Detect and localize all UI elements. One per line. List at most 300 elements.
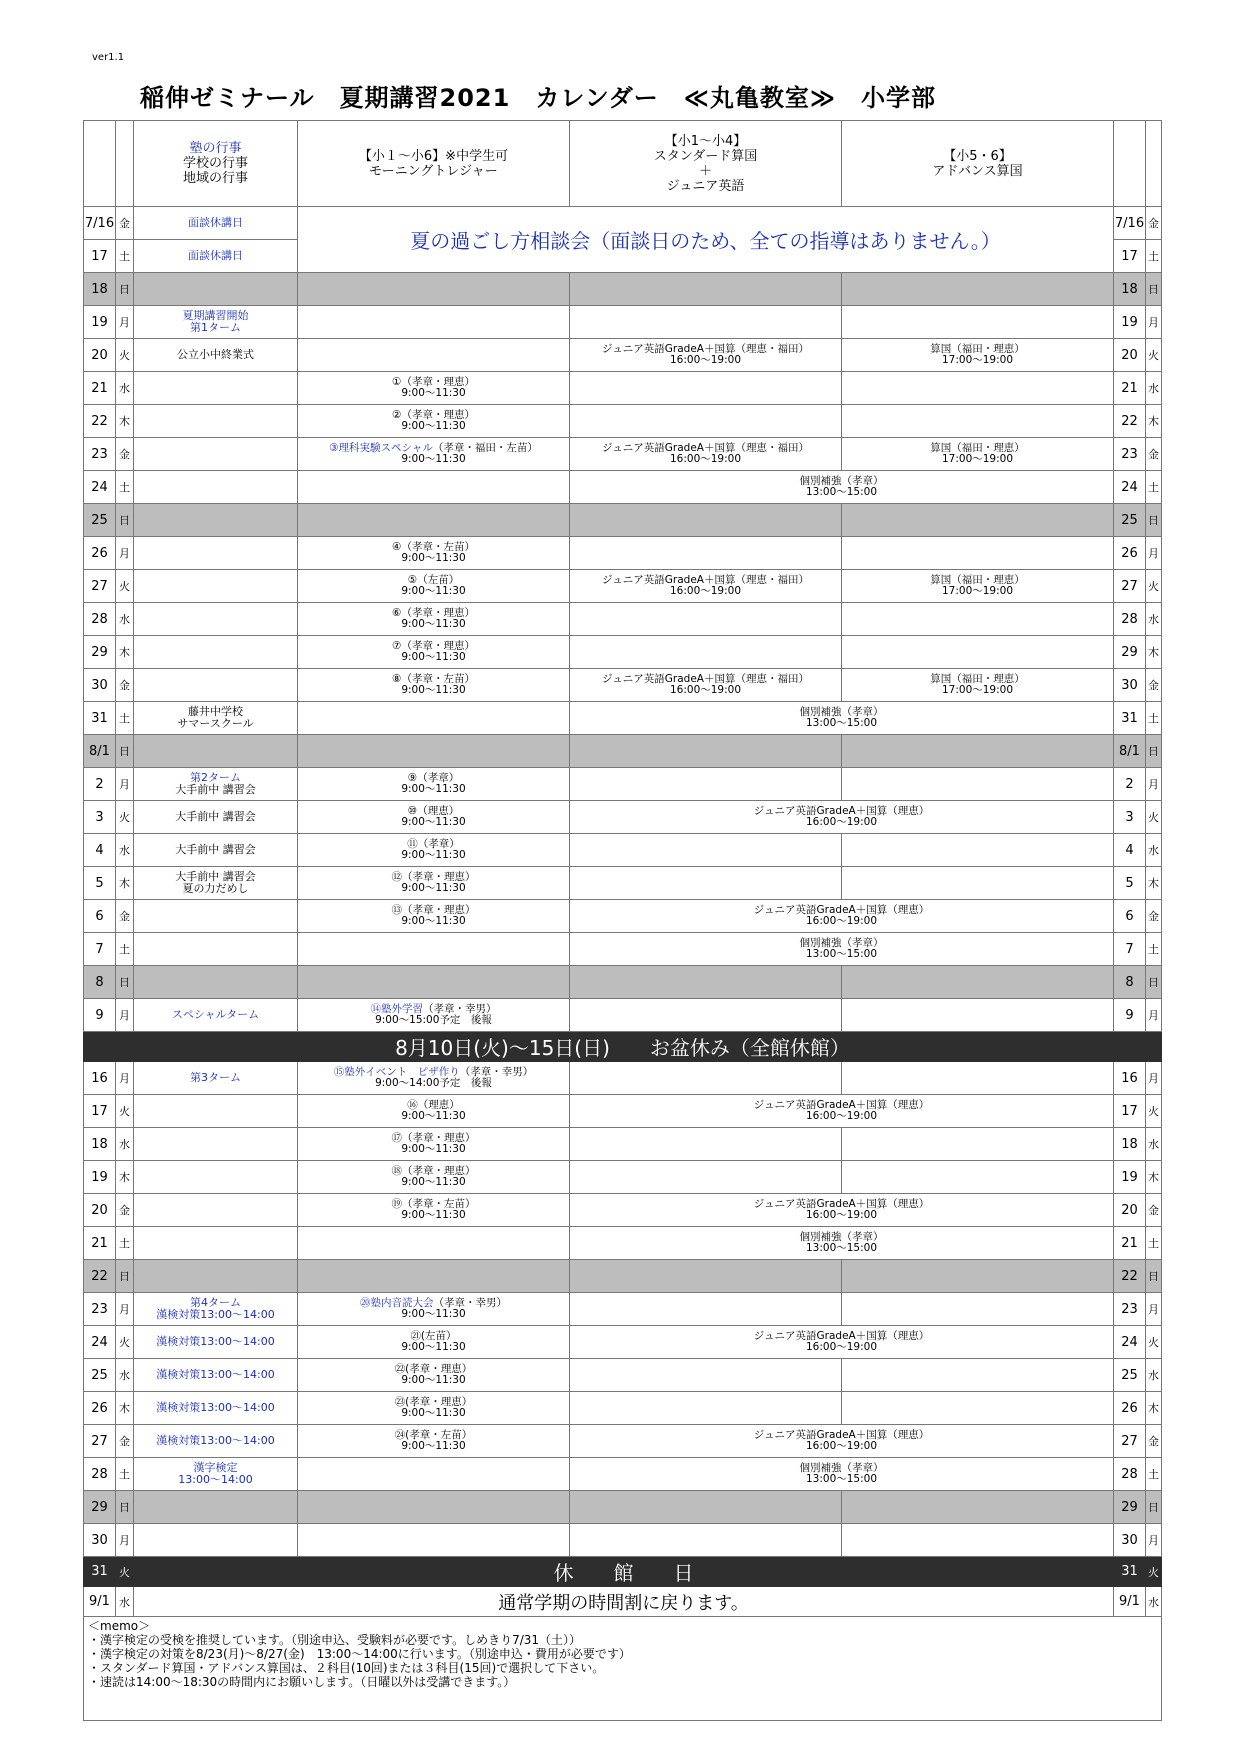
date-cell: 9/1 (1114, 1587, 1146, 1617)
table-row (84, 207, 1162, 240)
date-cell: 27 (1114, 1425, 1146, 1458)
weekday-cell: 日 (116, 504, 134, 537)
table-row (84, 273, 1162, 306)
date-cell: 8 (1114, 966, 1146, 999)
date-cell: 25 (1114, 504, 1146, 537)
date-cell: 21 (84, 1227, 116, 1260)
date-cell: 28 (84, 1458, 116, 1491)
standard-cell (570, 834, 842, 867)
date-cell: 30 (84, 669, 116, 702)
date-cell: 29 (1114, 1491, 1146, 1524)
date-cell: 22 (1114, 1260, 1146, 1293)
morning-cell (298, 306, 570, 339)
event-cell (134, 735, 298, 768)
table-row (84, 702, 1162, 735)
date-cell: 21 (1114, 1227, 1146, 1260)
advance-cell: 算国（福田・理恵） 17:00～19:00 (842, 438, 1114, 471)
date-cell: 20 (1114, 339, 1146, 372)
advance-cell: 算国（福田・理恵） 17:00～19:00 (842, 669, 1114, 702)
date-cell: 17 (84, 1095, 116, 1128)
date-cell: 23 (1114, 438, 1146, 471)
advance-cell (842, 636, 1114, 669)
date-cell: 22 (1114, 405, 1146, 438)
standard-cell (570, 603, 842, 636)
event-cell (134, 636, 298, 669)
weekday-cell: 金 (116, 669, 134, 702)
combined-cell: ジュニア英語GradeA＋国算（理恵） 16:00～19:00 (570, 900, 1114, 933)
standard-cell (570, 1293, 842, 1326)
standard-cell (570, 273, 842, 306)
morning-cell: ⑭塾外学習（孝章・幸男） 9:00～15:00予定 後報 (298, 999, 570, 1032)
weekday-cell: 水 (1146, 1587, 1162, 1617)
morning-cell (298, 1524, 570, 1557)
event-cell: 漢検対策13:00～14:00 (134, 1359, 298, 1392)
weekday-cell: 木 (1146, 1392, 1162, 1425)
event-cell (134, 933, 298, 966)
morning-cell (298, 504, 570, 537)
date-cell: 30 (84, 1524, 116, 1557)
event-cell (134, 372, 298, 405)
weekday-cell: 月 (1146, 768, 1162, 801)
date-cell: 19 (84, 1161, 116, 1194)
table-row (84, 1194, 1162, 1227)
weekday-cell: 火 (1146, 570, 1162, 603)
weekday-cell: 木 (116, 405, 134, 438)
event-cell: 第4ターム 漢検対策13:00～14:00 (134, 1293, 298, 1326)
weekday-cell: 木 (116, 636, 134, 669)
advance-cell (842, 999, 1114, 1032)
event-cell: スペシャルターム (134, 999, 298, 1032)
weekday-cell: 木 (116, 867, 134, 900)
date-cell: 21 (1114, 372, 1146, 405)
page-title: 稲伸ゼミナール 夏期講習2021 カレンダー ≪丸亀教室≫ 小学部 (140, 84, 937, 112)
event-cell (134, 900, 298, 933)
weekday-cell: 金 (116, 1425, 134, 1458)
date-cell: 19 (1114, 1161, 1146, 1194)
event-cell: 第2ターム 大手前中 講習会 (134, 768, 298, 801)
date-cell: 2 (84, 768, 116, 801)
standard-cell (570, 1161, 842, 1194)
date-cell: 27 (84, 1425, 116, 1458)
table-row (84, 834, 1162, 867)
date-cell: 20 (1114, 1194, 1146, 1227)
table-row (84, 537, 1162, 570)
weekday-cell: 金 (1146, 1425, 1162, 1458)
combined-cell: 個別補強（孝章） 13:00～15:00 (570, 471, 1114, 504)
weekday-cell: 木 (116, 1161, 134, 1194)
weekday-cell: 月 (116, 1524, 134, 1557)
date-cell: 21 (84, 372, 116, 405)
advance-cell (842, 537, 1114, 570)
table-row (84, 669, 1162, 702)
date-cell: 2 (1114, 768, 1146, 801)
event-cell: 面談休講日 (134, 207, 298, 240)
date-cell: 20 (84, 1194, 116, 1227)
weekday-cell: 木 (116, 1392, 134, 1425)
date-cell: 16 (84, 1062, 116, 1095)
weekday-cell: 金 (1146, 1194, 1162, 1227)
table-row (84, 1161, 1162, 1194)
morning-cell (298, 339, 570, 372)
header-blank (116, 121, 134, 207)
standard-cell (570, 1128, 842, 1161)
table-row (84, 504, 1162, 537)
date-cell: 27 (1114, 570, 1146, 603)
morning-cell: ⑳塾内音読大会（孝章・幸男） 9:00～11:30 (298, 1293, 570, 1326)
date-cell: 23 (1114, 1293, 1146, 1326)
event-cell: 漢字検定 13:00～14:00 (134, 1458, 298, 1491)
event-cell (134, 438, 298, 471)
advance-cell (842, 867, 1114, 900)
advance-cell (842, 273, 1114, 306)
morning-cell: ④（孝章・左苗） 9:00～11:30 (298, 537, 570, 570)
date-cell: 31 (1114, 1557, 1146, 1587)
obon-banner: 8月10日(火)～15日(日) お盆休み（全館休館） (84, 1032, 1162, 1062)
weekday-cell: 木 (1146, 405, 1162, 438)
morning-cell (298, 702, 570, 735)
event-cell (134, 1161, 298, 1194)
weekday-cell: 土 (1146, 702, 1162, 735)
advance-cell (842, 372, 1114, 405)
weekday-cell: 水 (1146, 372, 1162, 405)
standard-cell (570, 1524, 842, 1557)
date-cell: 18 (84, 1128, 116, 1161)
table-row (84, 768, 1162, 801)
weekday-cell: 月 (116, 768, 134, 801)
event-cell (134, 1227, 298, 1260)
date-cell: 25 (84, 1359, 116, 1392)
weekday-cell: 土 (116, 1227, 134, 1260)
morning-cell: ⑱（孝章・理恵） 9:00～11:30 (298, 1161, 570, 1194)
weekday-cell: 金 (116, 900, 134, 933)
event-cell: 大手前中 講習会 (134, 801, 298, 834)
advance-cell (842, 768, 1114, 801)
date-cell: 7 (1114, 933, 1146, 966)
morning-cell: ⑲（孝章・左苗） 9:00～11:30 (298, 1194, 570, 1227)
event-cell (134, 1194, 298, 1227)
date-cell: 3 (1114, 801, 1146, 834)
date-cell: 8/1 (1114, 735, 1146, 768)
date-cell: 17 (84, 240, 116, 273)
weekday-cell: 日 (116, 966, 134, 999)
morning-cell: ③理科実験スペシャル（孝章・福田・左苗） 9:00～11:30 (298, 438, 570, 471)
table-row (84, 801, 1162, 834)
standard-cell (570, 735, 842, 768)
standard-cell (570, 1260, 842, 1293)
weekday-cell: 金 (1146, 438, 1162, 471)
morning-cell: ⑩（理恵） 9:00～11:30 (298, 801, 570, 834)
date-cell: 25 (84, 504, 116, 537)
weekday-cell: 火 (1146, 339, 1162, 372)
advance-cell (842, 735, 1114, 768)
event-cell (134, 1095, 298, 1128)
version-label: ver1.1 (92, 52, 125, 63)
table-row (84, 636, 1162, 669)
advance-cell (842, 1392, 1114, 1425)
date-cell: 7/16 (84, 207, 116, 240)
standard-cell: ジュニア英語GradeA＋国算（理恵・福田） 16:00～19:00 (570, 669, 842, 702)
date-cell: 5 (1114, 867, 1146, 900)
weekday-cell: 水 (116, 1587, 134, 1617)
header-blank (1146, 121, 1162, 207)
morning-cell: ⑮塾外イベント ピザ作り（孝章・幸男） 9:00～14:00予定 後報 (298, 1062, 570, 1095)
event-cell (134, 1128, 298, 1161)
weekday-cell: 日 (116, 1260, 134, 1293)
date-cell: 31 (1114, 702, 1146, 735)
weekday-cell: 土 (1146, 933, 1162, 966)
calendar-table (83, 120, 1162, 1721)
table-row (84, 1062, 1162, 1095)
advance-cell: 算国（福田・理恵） 17:00～19:00 (842, 570, 1114, 603)
event-cell: 藤井中学校 サマースクール (134, 702, 298, 735)
standard-cell (570, 504, 842, 537)
date-cell: 9 (1114, 999, 1146, 1032)
event-cell (134, 669, 298, 702)
morning-cell (298, 1491, 570, 1524)
date-cell: 3 (84, 801, 116, 834)
date-cell: 28 (84, 603, 116, 636)
advance-cell (842, 504, 1114, 537)
date-cell: 19 (1114, 306, 1146, 339)
date-cell: 24 (1114, 471, 1146, 504)
weekday-cell: 月 (1146, 1062, 1162, 1095)
date-cell: 29 (84, 1491, 116, 1524)
date-cell: 23 (84, 438, 116, 471)
morning-cell (298, 1227, 570, 1260)
header-blank (1114, 121, 1146, 207)
date-cell: 4 (1114, 834, 1146, 867)
event-cell (134, 1524, 298, 1557)
table-row (84, 1491, 1162, 1524)
event-cell (134, 471, 298, 504)
morning-cell: ②（孝章・理恵） 9:00～11:30 (298, 405, 570, 438)
table-row (84, 1458, 1162, 1491)
standard-cell (570, 768, 842, 801)
weekday-cell: 月 (1146, 306, 1162, 339)
weekday-cell: 土 (116, 1458, 134, 1491)
table-row (84, 438, 1162, 471)
weekday-cell: 金 (1146, 669, 1162, 702)
advance-cell: 算国（福田・理恵） 17:00～19:00 (842, 339, 1114, 372)
standard-cell (570, 999, 842, 1032)
advance-cell (842, 834, 1114, 867)
weekday-cell: 月 (1146, 1293, 1162, 1326)
table-row (84, 1425, 1162, 1458)
date-cell: 7 (84, 933, 116, 966)
header-advance: 【小5・6】 アドバンス算国 (842, 121, 1114, 207)
standard-cell (570, 1359, 842, 1392)
date-cell: 30 (1114, 1524, 1146, 1557)
date-cell: 26 (1114, 1392, 1146, 1425)
date-cell: 22 (84, 405, 116, 438)
standard-cell: ジュニア英語GradeA＋国算（理恵・福田） 16:00～19:00 (570, 438, 842, 471)
event-cell (134, 603, 298, 636)
standard-cell (570, 867, 842, 900)
event-cell: 漢検対策13:00～14:00 (134, 1326, 298, 1359)
weekday-cell: 日 (1146, 1491, 1162, 1524)
table-row (84, 1128, 1162, 1161)
weekday-cell: 金 (1146, 207, 1162, 240)
morning-cell: ⑥（孝章・理恵） 9:00～11:30 (298, 603, 570, 636)
table-row (84, 999, 1162, 1032)
morning-cell (298, 471, 570, 504)
advance-cell (842, 1293, 1114, 1326)
table-row (84, 1359, 1162, 1392)
weekday-cell: 金 (116, 1194, 134, 1227)
header-blank (84, 121, 116, 207)
table-row (84, 1524, 1162, 1557)
weekday-cell: 火 (1146, 801, 1162, 834)
standard-cell (570, 306, 842, 339)
weekday-cell: 水 (116, 1128, 134, 1161)
event-cell: 第3ターム (134, 1062, 298, 1095)
morning-cell (298, 933, 570, 966)
memo-box: ＜memo＞ ・漢字検定の受検を推奨しています。（別途申込、受験料が必要です。しめきり7/31（土）） ・漢字検定の対策を8/23(月)～8/27(金) 13:00～14:00に行います。（別途申込・費用が必要です） ・スタンダード算国・アドバンス算国は、２科目(10回)または３科目(15回)で選択して下さい。 ・速読は14:00～18:30の時間内にお願いします。（日曜以外は受講できます。） (84, 1617, 1162, 1721)
weekday-cell: 金 (116, 207, 134, 240)
standard-cell: ジュニア英語GradeA＋国算（理恵・福田） 16:00～19:00 (570, 339, 842, 372)
advance-cell (842, 1359, 1114, 1392)
return-row (84, 1587, 1162, 1617)
date-cell: 28 (1114, 603, 1146, 636)
table-row (84, 1260, 1162, 1293)
date-cell: 28 (1114, 1458, 1146, 1491)
date-cell: 26 (84, 1392, 116, 1425)
date-cell: 4 (84, 834, 116, 867)
weekday-cell: 月 (1146, 537, 1162, 570)
weekday-cell: 月 (116, 537, 134, 570)
weekday-cell: 火 (116, 570, 134, 603)
combined-cell: ジュニア英語GradeA＋国算（理恵） 16:00～19:00 (570, 1095, 1114, 1128)
event-cell (134, 1260, 298, 1293)
advance-cell (842, 1491, 1114, 1524)
weekday-cell: 日 (1146, 735, 1162, 768)
weekday-cell: 土 (1146, 240, 1162, 273)
combined-cell: 個別補強（孝章） 13:00～15:00 (570, 702, 1114, 735)
weekday-cell: 火 (116, 801, 134, 834)
date-cell: 19 (84, 306, 116, 339)
weekday-cell: 火 (116, 1557, 134, 1587)
date-cell: 31 (84, 702, 116, 735)
table-row (84, 1227, 1162, 1260)
date-cell: 24 (84, 1326, 116, 1359)
combined-cell: ジュニア英語GradeA＋国算（理恵） 16:00～19:00 (570, 1326, 1114, 1359)
advance-cell (842, 306, 1114, 339)
date-cell: 29 (84, 636, 116, 669)
table-row (84, 405, 1162, 438)
header-row (84, 121, 1162, 207)
event-cell: 面談休講日 (134, 240, 298, 273)
table-row (84, 372, 1162, 405)
weekday-cell: 月 (116, 999, 134, 1032)
combined-cell: ジュニア英語GradeA＋国算（理恵） 16:00～19:00 (570, 1194, 1114, 1227)
date-cell: 23 (84, 1293, 116, 1326)
weekday-cell: 水 (1146, 834, 1162, 867)
weekday-cell: 土 (1146, 1227, 1162, 1260)
morning-cell: ⑫（孝章・理恵） 9:00～11:30 (298, 867, 570, 900)
date-cell: 26 (1114, 537, 1146, 570)
advance-cell (842, 1062, 1114, 1095)
weekday-cell: 火 (1146, 1095, 1162, 1128)
combined-cell: ジュニア英語GradeA＋国算（理恵） 16:00～19:00 (570, 801, 1114, 834)
event-cell (134, 405, 298, 438)
weekday-cell: 月 (1146, 1524, 1162, 1557)
closed-day-row (84, 1557, 1162, 1587)
combined-cell: 個別補強（孝章） 13:00～15:00 (570, 933, 1114, 966)
morning-cell (298, 735, 570, 768)
date-cell: 27 (84, 570, 116, 603)
event-cell: 大手前中 講習会 (134, 834, 298, 867)
morning-cell: ⑤（左苗） 9:00～11:30 (298, 570, 570, 603)
weekday-cell: 月 (1146, 999, 1162, 1032)
weekday-cell: 土 (116, 240, 134, 273)
morning-cell: ㉔(孝章・左苗） 9:00～11:30 (298, 1425, 570, 1458)
table-row (84, 471, 1162, 504)
date-cell: 8 (84, 966, 116, 999)
event-cell: 公立小中終業式 (134, 339, 298, 372)
morning-cell: ⑨（孝章） 9:00～11:30 (298, 768, 570, 801)
table-row (84, 900, 1162, 933)
table-row (84, 339, 1162, 372)
header-events: 塾の行事 学校の行事 地域の行事 (134, 121, 298, 207)
weekday-cell: 月 (116, 1062, 134, 1095)
date-cell: 5 (84, 867, 116, 900)
date-cell: 18 (1114, 273, 1146, 306)
standard-cell (570, 636, 842, 669)
return-label: 通常学期の時間割に戻ります。 (134, 1587, 1114, 1617)
weekday-cell: 金 (116, 438, 134, 471)
date-cell: 18 (1114, 1128, 1146, 1161)
weekday-cell: 水 (116, 834, 134, 867)
event-cell (134, 504, 298, 537)
morning-cell: ⑬（孝章・理恵） 9:00～11:30 (298, 900, 570, 933)
weekday-cell: 日 (116, 273, 134, 306)
advance-cell (842, 1260, 1114, 1293)
date-cell: 9 (84, 999, 116, 1032)
advance-cell (842, 405, 1114, 438)
date-cell: 18 (84, 273, 116, 306)
date-cell: 6 (1114, 900, 1146, 933)
standard-cell (570, 372, 842, 405)
weekday-cell: 土 (1146, 1458, 1162, 1491)
weekday-cell: 水 (1146, 603, 1162, 636)
advance-cell (842, 1524, 1114, 1557)
date-cell: 26 (84, 537, 116, 570)
advance-cell (842, 1161, 1114, 1194)
combined-cell: ジュニア英語GradeA＋国算（理恵） 16:00～19:00 (570, 1425, 1114, 1458)
date-cell: 31 (84, 1557, 116, 1587)
table-row (84, 1326, 1162, 1359)
morning-cell (298, 273, 570, 306)
event-cell: 漢検対策13:00～14:00 (134, 1392, 298, 1425)
date-cell: 6 (84, 900, 116, 933)
consult-banner: 夏の過ごし方相談会（面談日のため、全ての指導はありません。） (298, 207, 1114, 273)
date-cell: 24 (84, 471, 116, 504)
table-row (84, 306, 1162, 339)
memo-row (84, 1617, 1162, 1721)
date-cell: 24 (1114, 1326, 1146, 1359)
weekday-cell: 火 (116, 1095, 134, 1128)
table-row (84, 570, 1162, 603)
morning-cell: ⑰（孝章・理恵） 9:00～11:30 (298, 1128, 570, 1161)
date-cell: 30 (1114, 669, 1146, 702)
morning-cell: ①（孝章・理恵） 9:00～11:30 (298, 372, 570, 405)
date-cell: 22 (84, 1260, 116, 1293)
morning-cell: ⑯（理恵） 9:00～11:30 (298, 1095, 570, 1128)
weekday-cell: 火 (1146, 1326, 1162, 1359)
weekday-cell: 木 (1146, 1161, 1162, 1194)
morning-cell: ㉑(左苗） 9:00～11:30 (298, 1326, 570, 1359)
weekday-cell: 土 (1146, 471, 1162, 504)
